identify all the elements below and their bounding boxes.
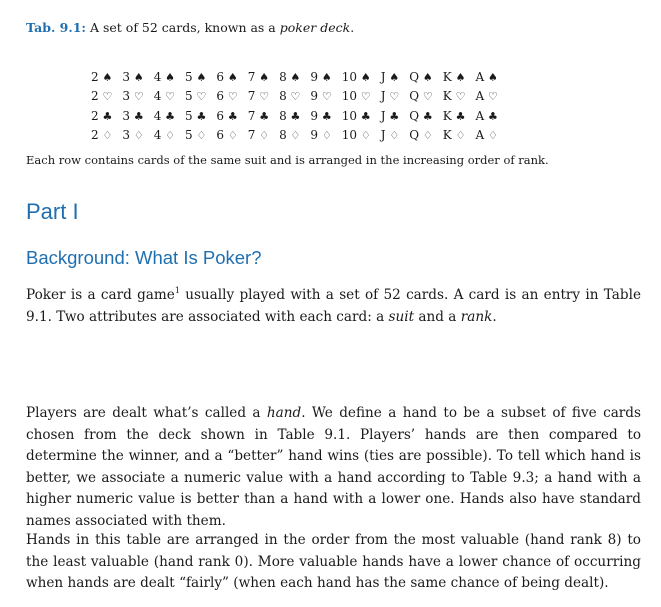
- card-rank: 3: [122, 128, 130, 143]
- card-rank: 4: [153, 108, 162, 123]
- card-cell: [243, 126, 274, 146]
- card-suit-icon: ♢: [290, 129, 301, 143]
- card-suit-icon: ♣: [196, 109, 207, 123]
- hand-text-2: . We define a hand to be a subset of five cards chosen from the deck shown in Table 9.1. Players’ hands are then compared to determine the winner, and a “better” hand wins (ties are possible). To tell which hand is better, we associate a numeric value with a hand according to Table 9.3; a hand with a higher numeric value is better than a hand with a lower one. Hands also have standard names associated with them.: [26, 405, 641, 529]
- card-suit-icon: ♢: [389, 129, 400, 143]
- card-rank: A: [475, 89, 485, 104]
- card-cell: [470, 126, 502, 146]
- card-rank: 3: [122, 108, 130, 123]
- card-rank: 4: [153, 128, 162, 143]
- card-cell: [211, 126, 242, 146]
- card-suit-icon: ♢: [102, 129, 113, 143]
- card-suit-icon: ♢: [487, 129, 498, 143]
- card-cell: [274, 87, 305, 107]
- card-suit-icon: ♢: [259, 129, 270, 143]
- table-caption-text: A set of 52 cards, known as a: [86, 20, 280, 35]
- card-cell: [180, 126, 211, 146]
- card-rank: 3: [122, 69, 130, 84]
- card-cell: [438, 87, 471, 107]
- card-rank: 5: [185, 128, 193, 143]
- card-cell: [404, 126, 438, 146]
- card-rank: 6: [216, 108, 225, 123]
- card-suit-icon: ♠: [487, 70, 498, 84]
- card-rank: 6: [216, 69, 225, 84]
- card-cell: [337, 67, 376, 87]
- card-rank: 7: [247, 69, 256, 84]
- card-rank: K: [442, 128, 452, 143]
- card-suit-icon: ♣: [321, 109, 332, 123]
- card-rank: Q: [409, 108, 420, 123]
- card-suit-icon: ♢: [422, 129, 433, 143]
- card-cell: [149, 87, 180, 107]
- table-caption-label: Tab. 9.1:: [26, 20, 87, 35]
- card-rank: 2: [91, 108, 99, 123]
- card-cell: [274, 126, 305, 146]
- card-rank: 9: [310, 69, 319, 84]
- card-rank: 3: [122, 89, 130, 104]
- card-cell: [376, 87, 405, 107]
- card-suit-icon: ♡: [360, 90, 371, 104]
- card-suit-icon: ♠: [422, 70, 433, 84]
- poker-deck-body: [86, 67, 503, 145]
- card-cell: [149, 126, 180, 146]
- card-suit-icon: ♠: [389, 70, 400, 84]
- card-cell: [117, 87, 148, 107]
- card-suit-icon: ♣: [487, 109, 498, 123]
- card-rank: 9: [310, 89, 319, 104]
- card-rank: 4: [153, 89, 162, 104]
- card-suit-icon: ♠: [102, 70, 113, 84]
- intro-paragraph: [26, 285, 641, 328]
- card-cell: [470, 87, 502, 107]
- card-suit-icon: ♣: [165, 109, 176, 123]
- deck-table-note: Each row contains cards of the same suit and is arranged in the increasing order of rank.: [26, 153, 549, 167]
- card-cell: [211, 87, 242, 107]
- rank-term: rank: [460, 308, 493, 325]
- card-suit-icon: ♡: [487, 90, 498, 104]
- card-rank: 10: [341, 69, 358, 84]
- card-rank: 7: [247, 89, 256, 104]
- card-suit-icon: ♡: [321, 90, 332, 104]
- card-rank: 9: [310, 108, 319, 123]
- card-rank: K: [442, 69, 452, 84]
- deck-row: [86, 106, 503, 126]
- card-rank: 8: [279, 89, 287, 104]
- card-cell: [211, 106, 242, 126]
- card-suit-icon: ♠: [455, 70, 466, 84]
- card-cell: [438, 106, 471, 126]
- card-suit-icon: ♡: [290, 90, 301, 104]
- card-cell: [117, 106, 148, 126]
- card-rank: A: [475, 128, 485, 143]
- card-suit-icon: ♡: [165, 90, 176, 104]
- table-caption: [26, 20, 354, 35]
- card-rank: A: [475, 69, 485, 84]
- card-suit-icon: ♠: [360, 70, 371, 84]
- section-heading: Background: What Is Poker?: [26, 247, 262, 268]
- card-rank: Q: [409, 69, 420, 84]
- deck-row: [86, 67, 503, 87]
- card-rank: 9: [310, 128, 319, 143]
- card-cell: [305, 87, 336, 107]
- hand-term: hand: [266, 405, 302, 421]
- deck-row: [86, 87, 503, 107]
- card-cell: [470, 106, 502, 126]
- card-rank: 8: [279, 128, 287, 143]
- card-suit-icon: ♡: [196, 90, 207, 104]
- card-cell: [404, 106, 438, 126]
- card-cell: [404, 87, 438, 107]
- card-cell: [376, 67, 405, 87]
- card-suit-icon: ♡: [422, 90, 433, 104]
- card-cell: [305, 126, 336, 146]
- card-suit-icon: ♠: [133, 70, 144, 84]
- card-rank: J: [380, 69, 386, 84]
- card-cell: [149, 106, 180, 126]
- card-cell: [376, 106, 405, 126]
- card-rank: 10: [341, 108, 358, 123]
- card-rank: 7: [247, 128, 256, 143]
- hand-text-1: Players are dealt what’s called a: [26, 405, 267, 421]
- card-cell: [274, 67, 305, 87]
- card-cell: [243, 87, 274, 107]
- card-cell: [243, 106, 274, 126]
- card-rank: 2: [91, 128, 99, 143]
- card-suit-icon: ♣: [133, 109, 144, 123]
- card-cell: [180, 67, 211, 87]
- card-cell: [86, 126, 117, 146]
- card-cell: [117, 126, 148, 146]
- card-suit-icon: ♢: [321, 129, 332, 143]
- card-suit-icon: ♣: [360, 109, 371, 123]
- card-suit-icon: ♢: [133, 129, 144, 143]
- card-cell: [117, 67, 148, 87]
- card-cell: [337, 126, 376, 146]
- card-rank: 5: [185, 69, 193, 84]
- card-cell: [211, 67, 242, 87]
- card-suit-icon: ♠: [259, 70, 270, 84]
- card-rank: J: [380, 108, 386, 123]
- card-suit-icon: ♠: [290, 70, 301, 84]
- card-suit-icon: ♢: [227, 129, 238, 143]
- card-suit-icon: ♠: [227, 70, 238, 84]
- card-cell: [305, 67, 336, 87]
- intro-text-3: and a: [414, 308, 461, 325]
- card-suit-icon: ♣: [455, 109, 466, 123]
- card-cell: [337, 106, 376, 126]
- card-rank: J: [380, 128, 386, 143]
- card-suit-icon: ♡: [455, 90, 466, 104]
- card-rank: 2: [91, 89, 99, 104]
- suit-term: suit: [388, 308, 415, 325]
- card-rank: A: [475, 108, 485, 123]
- card-suit-icon: ♣: [259, 109, 270, 123]
- table-caption-emphasis: poker deck: [279, 20, 351, 35]
- card-rank: Q: [409, 89, 420, 104]
- card-rank: 2: [91, 69, 99, 84]
- card-cell: [470, 67, 502, 87]
- card-cell: [180, 106, 211, 126]
- hand-definition-paragraph: [26, 403, 641, 533]
- card-cell: [376, 126, 405, 146]
- card-suit-icon: ♢: [360, 129, 371, 143]
- poker-deck-table: [86, 67, 503, 145]
- card-rank: 7: [247, 108, 256, 123]
- hand-ranking-paragraph: Hands in this table are arranged in the order from the most valuable (hand rank 8) to the least valuable (hand rank 0). More valuable hands have a lower chance of occurring when hands are dealt “fairly” (when each hand has the same chance of being dealt).: [26, 532, 641, 592]
- card-suit-icon: ♢: [455, 129, 466, 143]
- card-rank: 6: [216, 89, 225, 104]
- card-cell: [180, 87, 211, 107]
- card-rank: K: [442, 108, 452, 123]
- card-cell: [305, 106, 336, 126]
- card-suit-icon: ♡: [133, 90, 144, 104]
- card-rank: 6: [216, 128, 225, 143]
- table-caption-end: .: [350, 20, 355, 35]
- card-cell: [86, 87, 117, 107]
- card-rank: K: [442, 89, 452, 104]
- card-suit-icon: ♢: [196, 129, 207, 143]
- card-suit-icon: ♡: [102, 90, 113, 104]
- card-rank: J: [380, 89, 386, 104]
- card-cell: [86, 106, 117, 126]
- deck-row: [86, 126, 503, 146]
- card-rank: 8: [279, 108, 287, 123]
- card-rank: 4: [153, 69, 162, 84]
- card-rank: 5: [185, 108, 193, 123]
- card-cell: [243, 67, 274, 87]
- intro-text-4: .: [492, 308, 497, 325]
- card-cell: [337, 87, 376, 107]
- card-suit-icon: ♡: [227, 90, 238, 104]
- card-rank: 5: [185, 89, 193, 104]
- card-suit-icon: ♡: [259, 90, 270, 104]
- card-cell: [149, 67, 180, 87]
- card-cell: [404, 67, 438, 87]
- card-suit-icon: ♣: [102, 109, 113, 123]
- card-rank: Q: [409, 128, 420, 143]
- intro-text-2: usually played with a set of 52 cards. A card is an entry in Table 9.1. Two attributes are associated with each card: a: [26, 287, 641, 325]
- card-suit-icon: ♢: [165, 129, 176, 143]
- part-heading: Part I: [26, 199, 79, 224]
- card-cell: [438, 67, 471, 87]
- card-suit-icon: ♣: [290, 109, 301, 123]
- card-rank: 8: [279, 69, 287, 84]
- card-suit-icon: ♣: [227, 109, 238, 123]
- card-rank: 10: [341, 128, 358, 143]
- card-suit-icon: ♣: [422, 109, 433, 123]
- card-suit-icon: ♠: [196, 70, 207, 84]
- card-rank: 10: [341, 89, 358, 104]
- card-cell: [86, 67, 117, 87]
- card-suit-icon: ♠: [165, 70, 176, 84]
- card-cell: [438, 126, 471, 146]
- card-suit-icon: ♡: [389, 90, 400, 104]
- footnote-marker[interactable]: 1: [174, 286, 180, 295]
- card-suit-icon: ♣: [389, 109, 400, 123]
- card-suit-icon: ♠: [321, 70, 332, 84]
- card-cell: [274, 106, 305, 126]
- intro-text-1: Poker is a card game: [26, 287, 175, 303]
